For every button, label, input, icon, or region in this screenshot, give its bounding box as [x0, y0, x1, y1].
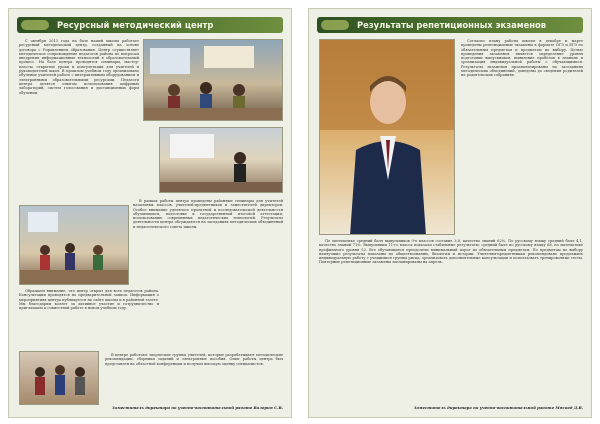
left-photo-classroom-1: [143, 39, 283, 121]
left-signature: Заместитель директора по учебно-воспитательной работе Валерия С.В.: [111, 405, 283, 410]
banner-ornament-icon: [21, 20, 49, 30]
left-page-banner: [17, 17, 283, 33]
right-page-title: Результаты репетиционных экзаменов: [357, 20, 547, 30]
right-photo-student: [319, 39, 455, 235]
left-photo-classroom-2: [19, 205, 129, 285]
right-page: [308, 8, 592, 418]
left-photo-group: [19, 351, 99, 405]
banner-ornament-icon: [321, 20, 349, 30]
group-photo-icon: [20, 352, 99, 405]
student-portrait-icon: [320, 40, 455, 235]
left-article-text-bottom: Обращаем внимание, что центр открыт для всех педагогов района. Консультации проводятся по предварительной записи. Информация о мероприятиях центра публикуется на сайте школы и в районной газете. Мы благодарим коллег за активное участие и сотрудничество и приглашаем к совместной работе в новом учебном году.: [19, 289, 159, 311]
left-article-text-right-bottom: В центре работают творческие группы учителей, которые разрабатывают методические рекомендации, сборники заданий и электронные пособия. Опыт работы центра был представлен на областной конференции и получил высокую оценку специалистов.: [105, 353, 283, 366]
right-article-text-top: Согласно плану работы школы в декабре и марте проведены репетиционные экзамены в формате ОГЭ и ЕГЭ по обязательным предметам и предметам по выбору. Целью проведения экзаменов является определение уровня подготовки выпускников, выявление пробелов в знаниях и организация индивидуальной работы с обучающимися. Результаты экзаменов проанализированы на заседаниях методических объединений, доведены до сведения родителей на родительских собраниях.: [461, 39, 583, 78]
right-page-banner: [317, 17, 583, 33]
left-page: [8, 8, 292, 418]
seminar-photo-icon: [160, 128, 283, 193]
left-photo-seminar: [159, 127, 283, 193]
right-article-text-bottom: По математике средний балл выпускников 9-х классов составил 3,8, качество знаний 62%. По русскому языку средний балл 4,1, качество знаний 71%. Выпускники 11-го класса показали стабильные результаты: средний балл по русскому языку 68, по математике профильного уровня 52. Все обучающиеся преодолели минимальный порог по обязательным предметам. По предметам по выбору наилучшие результаты показаны по обществознанию, биологии и истории. Учителям-предметникам рекомендовано продолжить индивидуальную работу с учащимися группы риска, организовать дополнительные консультации и использовать тренировочные тесты. Повторные репетиционные экзамены запланированы на апрель.: [319, 239, 583, 265]
left-article-text-mid: В рамках работы центра проведены районные семинары для учителей начальных классов, учителей-предметников и заместителей директоров. Особое внимание уделялось проектной и исследовательской деятельности обучающихся, подготовке к государственной итоговой аттестации, использованию современных педагогических технологий. Результаты деятельности центра обсуждаются на заседаниях методических объединений и педагогического совета школы.: [133, 199, 283, 229]
left-article-text-top: С октября 2013 года на базе нашей школы работает ресурсный методический центр, созданный на основе договора с Управлением образования. Центр осуществляет методическое сопровождение педагогов района по вопросам внедрения информационных технологий в образовательный процесс. На базе центра проводятся семинары, мастер-классы, открытые уроки и консультации для учителей и руководителей школ. В прошлом учебном году организовано обучение учителей работе с интерактивным оборудованием и электронными образовательными ресурсами. Педагоги центра делятся опытом использования цифровых лабораторий, систем голосования и дистанционных форм обучения.: [19, 39, 139, 95]
classroom-photo-icon: [144, 40, 283, 121]
right-signature: Заместитель директора по учебно-воспитательной работе Мясоед Д.В.: [413, 405, 583, 410]
students-photo-icon: [20, 206, 129, 285]
left-page-title: Ресурсный методический центр: [57, 20, 214, 30]
